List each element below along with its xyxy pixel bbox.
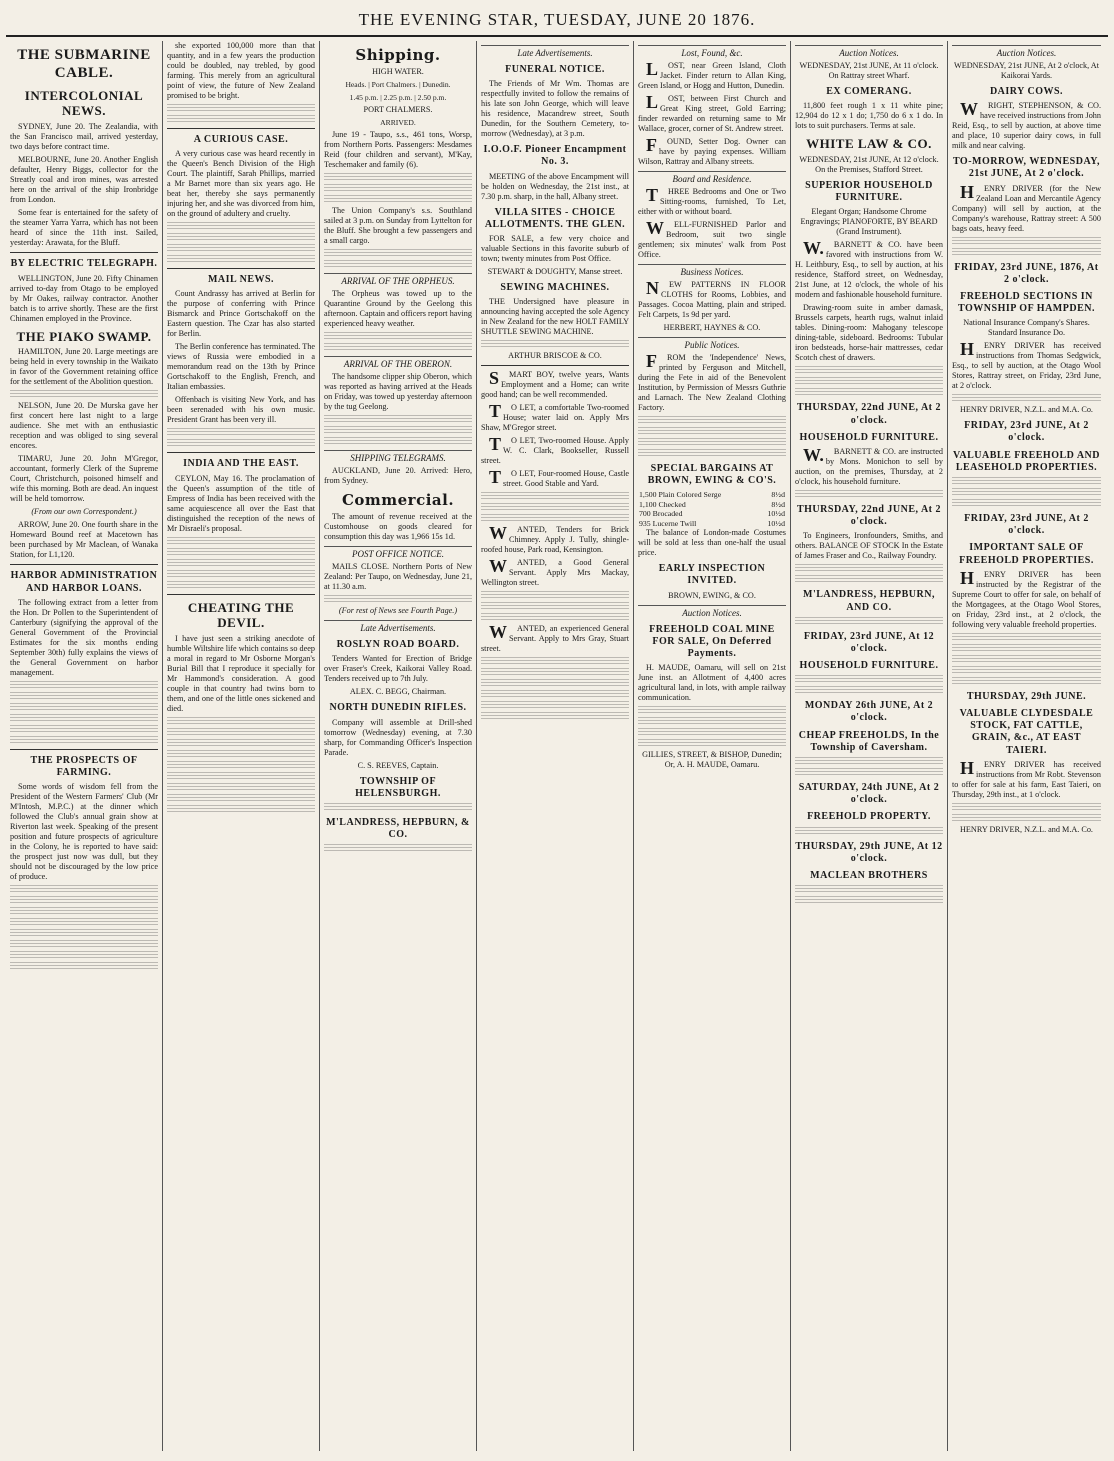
ad-heading: HOUSEHOLD FURNITURE. (799, 660, 939, 672)
divider (481, 365, 629, 366)
section-heading: Auction Notices. (795, 45, 943, 59)
ad-signature: HERBERT, HAYNES & CO. (663, 322, 761, 332)
text-block (795, 675, 943, 684)
article-paragraph: The following extract from a letter from the Hon. Dr Pollen to the Superintendent of Canterbury (signifying the approval of the General Government of the Provincial Estimates for the six months ending September 30th) fully explains the views of the General Government on harbor management. (10, 597, 158, 677)
column-2 (163, 41, 320, 1451)
text-block (638, 728, 786, 737)
ad-signature: HENRY DRIVER, N.Z.L. and M.A. Co. (960, 824, 1093, 834)
ad-heading: DAIRY COWS. (989, 85, 1064, 97)
text-block (167, 570, 315, 579)
article-paragraph: MAILS CLOSE. Northern Ports of New Zealand: Per Taupo, on Wednesday, June 21, at 11.30 a.m. (324, 562, 472, 592)
article-paragraph: MELBOURNE, June 20. Another English defaulter, Henry Biggs, collector for the Streatly coal and iron mines, was arrested here on the arrival of the ship Ironbridge from London. (10, 155, 158, 205)
auction-date: MONDAY 26th JUNE, At 2 o'clock. (804, 700, 934, 724)
ad-text: To Engineers, Ironfounders, Smiths, and others. BALANCE OF STOCK In the Estate of James Fraser and Co., Railway Foundry. (795, 531, 943, 561)
text-block (795, 377, 943, 386)
ad-text: FOR SALE, a few very choice and valuable Sections in this favorite suburb of town; twenty minutes from Post Office. (481, 233, 629, 263)
ad-signature: ALEX. C. BEGG, Chairman. (349, 687, 447, 697)
text-block (795, 490, 943, 499)
ad-heading: M'LANDRESS, HEPBURN, & CO. (326, 816, 470, 841)
ad-text: Company will assemble at Drill-shed tomorrow (Wednesday) evening, at 7.30 sharp, for Commanding Officer's Inspection Parade. (324, 717, 472, 757)
text-block (638, 416, 786, 425)
table-cell: 8½d (771, 490, 785, 500)
ad-heading: SUPERIOR HOUSEHOLD FURNITURE. (805, 180, 933, 204)
ad-text: HENRY DRIVER has received instructions from Thomas Sedgwick, Esq., to sell by auction, at the Otago Wool Stores, Rattray street, on Friday, 23rd June, at 2 o'clock. (952, 339, 1101, 391)
public-notice: FROM the 'Independence' News, printed by Ferguson and Mitchell, during the Fete in aid of the Benevolent Institution, by Permission of Messrs Guthrie and Larnach. The New Zealand Clothing Factory. (638, 350, 786, 412)
text-block (167, 750, 315, 759)
text-block (10, 703, 158, 712)
text-block (795, 896, 943, 905)
ad-text: THE Undersigned have pleasure in announcing having accepted the sole Agency in New Zealand for the new HOLT FAMILY SHUTTLE SEWING MACHINE. (481, 297, 629, 337)
auction-date: TO-MORROW, WEDNESDAY, 21st JUNE, At 2 o'clock. (952, 156, 1101, 180)
classified-ad: NEW PATTERNS IN FLOOR CLOTHS for Rooms, Lobbies, and Passages. Cocoa Matting, plain and striped. Felt Carpets, 1s 9d per yard. (638, 277, 786, 319)
text-block (167, 255, 315, 264)
article-paragraph: I have just seen a striking anecdote of humble Wiltshire life which contains so deep a moral in regard to Mr Osborne Morgan's Burial Bill that I reproduce it specially for Mr Hammond's consideration. A good couple in that country had twins born to them, and one of the little ones sickened and died. (167, 634, 315, 714)
article-paragraph: HAMILTON, June 20. Large meetings are being held in every township in the Waikato in favor of the Government retaining office for the settlement of the Abolition question. (10, 347, 158, 387)
article-paragraph: The amount of revenue received at the Customhouse on goods cleared for consumption this day was 1,966 15s 1d. (324, 512, 472, 542)
text-block (795, 575, 943, 584)
section-heading: Shipping. (355, 46, 441, 64)
section-heading: Late Advertisements. (481, 45, 629, 59)
section-heading: Lost, Found, &c. (638, 45, 786, 59)
text-block (167, 761, 315, 770)
text-block (324, 595, 472, 604)
text-block (795, 827, 943, 836)
text-block (952, 499, 1101, 508)
ad-heading: CHEAP FREEHOLDS, In the Township of Caversham. (798, 729, 940, 753)
ad-text: WRIGHT, STEPHENSON, & CO. have received instructions from John Reid, Esq., to sell by auction, at above time and place, 10 superior dairy cows, in full milk and near calving. (952, 99, 1101, 151)
divider (167, 594, 315, 595)
text-block (10, 896, 158, 905)
subheading: ARRIVAL OF THE ORPHEUS. (324, 273, 472, 287)
text-block (324, 426, 472, 435)
ad-text: 11,800 feet rough 1 x 11 white pine; 12,904 do 12 x 1 do; 1,750 do 6 x 1 do. In lots to suit purchasers. Terms at sale. (795, 101, 943, 131)
text-block (10, 918, 158, 927)
subheading: Late Advertisements. (324, 620, 472, 634)
column-1 (6, 41, 163, 1451)
correspondent-note: (From our own Correspondent.) (31, 507, 137, 517)
subheading: ARRIVED. (380, 117, 416, 127)
ad-heading: NORTH DUNEDIN RIFLES. (329, 702, 467, 714)
auction-date: THURSDAY, 29th JUNE, At 12 o'clock. (795, 840, 943, 864)
divider (167, 452, 315, 453)
text-block (167, 222, 315, 231)
auctioneer-name: M'LANDRESS, HEPBURN, AND CO. (803, 589, 935, 613)
auction-date: THURSDAY, 22nd JUNE, At 2 o'clock. (796, 402, 942, 426)
headline: HARBOR ADMINISTRATION AND HARBOR LOANS. (10, 570, 158, 594)
classified-ad: FOUND, Setter Dog. Owner can have by paying expenses. William Wilson, Rattray and Albany streets. (638, 134, 786, 166)
article-paragraph: Offenbach is visiting New York, and has been serenaded with his own music. President Grant has been very ill. (167, 395, 315, 425)
text-block (10, 885, 158, 894)
ad-signature: C. S. REEVES, Captain. (357, 760, 439, 770)
text-block (952, 644, 1101, 653)
headline: INTERCOLONIAL NEWS. (24, 87, 144, 119)
classified-ad: SMART BOY, twelve years, Wants Employment and a Home; can write good hand; can be well recommended. (481, 368, 629, 400)
ad-text: Tenders Wanted for Erection of Bridge over Fraser's Creek, Kaikorai Valley Road. Tenders received up to 7th July. (324, 654, 472, 684)
subheading: SHIPPING TELEGRAMS. (324, 450, 472, 464)
ad-heading: SEWING MACHINES. (500, 281, 610, 293)
classified-ad: WANTED, a Good General Servant. Apply Mrs Mackay, Wellington street. (481, 556, 629, 588)
text-block (167, 794, 315, 803)
tide-headers: Heads. | Port Chalmers. | Dunedin. (345, 80, 451, 90)
text-block (167, 115, 315, 124)
ad-text: W.BARNETT & CO. are instructed by Mons. Monichon to sell by auction, on the premises, Thursday, at 2 o'clock, his household furniture. (795, 444, 943, 486)
article-paragraph: she exported 100,000 more than that quantity, and in a few years the production could be doubled, nay trebled, by good farming. This merely from an agricultural point of view, the future of New Zealand promised to be bright. (167, 41, 315, 100)
text-block (481, 602, 629, 611)
text-block (481, 668, 629, 677)
column-5 (634, 41, 791, 1451)
classified-ad: WANTED, Tenders for Brick Chimney. Apply J. Tully, shingle-roofed house, Park road, Kensington. (481, 523, 629, 555)
auction-date: FRIDAY, 23rd JUNE, At 2 o'clock. (964, 420, 1089, 444)
text-block (481, 591, 629, 600)
ad-heading: ROSLYN ROAD BOARD. (336, 639, 460, 651)
auction-date: WEDNESDAY, 21st JUNE, At 12 o'clock. On the Premises, Stafford Street. (799, 155, 939, 175)
article-paragraph: The handsome clipper ship Oberon, which was reported as having arrived at the Heads on Friday, was towed up yesterday afternoon by the tug Geelong. (324, 371, 472, 411)
column-3 (320, 41, 477, 1451)
section-heading: Auction Notices. (638, 605, 786, 619)
text-block (167, 559, 315, 568)
classified-ad: LOST, between First Church and Great King street, Gold Earring; finder rewarded on returning same to Mr Wallace, grocer, corner of St. Andrew street. (638, 91, 786, 133)
text-block (324, 260, 472, 269)
ad-text: HENRY DRIVER has been instructed by the Registrar of the Supreme Court to offer for sale, on behalf of the Mortgagees, at the Otago Wool Stores, on Friday, 23rd inst., at 2 o'clock, the following very valuable freehold properties. (952, 567, 1101, 629)
article-paragraph: Count Andrassy has arrived at Berlin for the purpose of conferring with Prince Bismarck and Prince Gortschakoff on the Eastern question. The Czar has also started for Berlin. (167, 289, 315, 339)
text-block (481, 679, 629, 688)
headline: A CURIOUS CASE. (193, 134, 289, 145)
text-block (481, 503, 629, 512)
text-block (481, 514, 629, 523)
text-block (952, 248, 1101, 257)
auction-date: SATURDAY, 24th JUNE, At 2 o'clock. (798, 782, 940, 806)
classified-ad: TO LET, a comfortable Two-roomed House; water laid on. Apply Mrs Shaw, M'Gregor street. (481, 401, 629, 433)
auction-date: THURSDAY, 29th JUNE. (966, 690, 1087, 702)
text-block (638, 449, 786, 458)
headline: MAIL NEWS. (207, 274, 275, 286)
ad-signature: STEWART & DOUGHTY, Manse street. (487, 266, 623, 276)
text-block (10, 929, 158, 938)
section-heading: Auction Notices. (952, 45, 1101, 59)
text-block (10, 390, 158, 399)
table-row (638, 500, 786, 510)
text-block (795, 686, 943, 695)
text-block (167, 772, 315, 781)
text-block (167, 783, 315, 792)
text-block (167, 537, 315, 546)
article-paragraph: A very curious case was heard recently in the Queen's Bench Division of the High Court. The plaintiff, Sarah Phillips, married a Mr Barnet more than six years ago. He beat her, thereby she says permanently injuring her, and she was divorced from him, on the ground of adultery and cruelty. (167, 149, 315, 219)
table-cell: 1,500 Plain Colored Serge (639, 490, 722, 500)
ad-heading: TOWNSHIP OF HELENSBURGH. (355, 775, 441, 799)
headline: INDIA AND THE EAST. (183, 458, 299, 470)
text-block (795, 564, 943, 573)
text-block (324, 415, 472, 424)
text-block (481, 613, 629, 622)
classified-ad: LOST, near Green Island, Cloth Jacket. Finder return to Allan King, Green Island, or Hogg and Hutton, Dunedin. (638, 58, 786, 90)
auction-date: WEDNESDAY, 21st JUNE, At 11 o'clock. On Rattray street Wharf. (799, 60, 939, 80)
article-paragraph: NELSON, June 20. De Murska gave her first concert here last night to a large audience. She met with an enthusiastic reception and was obliged to sing several encores. (10, 401, 158, 451)
table-cell: 10½d (767, 518, 785, 528)
text-block (324, 184, 472, 193)
text-block (638, 427, 786, 436)
text-block (952, 655, 1101, 664)
text-block (795, 366, 943, 375)
text-block (795, 388, 943, 397)
table-cell: 8½d (771, 499, 785, 509)
text-block (167, 548, 315, 557)
text-block (167, 805, 315, 814)
ad-signature: BROWN, EWING, & CO. (668, 590, 756, 600)
table-row (638, 490, 786, 500)
auction-date: THURSDAY, 22nd JUNE, At 2 o'clock. (796, 503, 942, 528)
section-heading: Board and Residence. (638, 171, 786, 185)
ad-heading: FREEHOLD PROPERTY. (807, 811, 931, 823)
text-block (952, 814, 1101, 823)
article-paragraph: SYDNEY, June 20. The Zealandia, with the San Francisco mail, arrived yesterday, two days before contract time. (10, 122, 158, 152)
divider (10, 564, 158, 565)
article-paragraph: WELLINGTON, June 20. Fifty Chinamen arrived to-day from Otago to be employed by Mr Oakes, railway contractor. Another batch is to arrive shortly. These are the first Chinamen employed in the Province. (10, 273, 158, 323)
price-table (638, 490, 786, 528)
text-block (167, 717, 315, 726)
text-block (10, 692, 158, 701)
classified-ad: WANTED, an experienced General Servant. Apply to Mrs Gray, Stuart street. (481, 622, 629, 654)
text-block (481, 340, 629, 349)
ad-text: Drawing-room suite in amber damask, Brussels carpets, hearth rugs, walnut inlaid tables. Dining-room: Mahogany telescope dining-table, sideboard. Bedrooms: Tubular iron bedsteads, horse-hair mattresses, cedar Scotch chest of drawers. (795, 303, 943, 363)
text-block (638, 717, 786, 726)
text-block (10, 681, 158, 690)
divider (10, 252, 158, 253)
article-paragraph: TIMARU, June 20. John M'Gregor, accountant, formerly Clerk of the Supreme Court, Christchurch, poisoned himself and wife this morning. Both are dead. An inquest will be held tomorrow. (10, 454, 158, 504)
article-paragraph: AUCKLAND, June 20. Arrived: Hero, from Sydney. (324, 465, 472, 485)
divider (167, 128, 315, 129)
headline: THE PIAKO SWAMP. (16, 328, 152, 344)
ad-text: The Friends of Mr Wm. Thomas are respectfully invited to follow the remains of his late son John George, which will leave his residence, Macandrew street, South Dunedin, for the Southern Cemetery, to-morrow (Wednesday), at 3 p.m. (481, 79, 629, 139)
text-block (952, 394, 1101, 403)
text-block (795, 885, 943, 894)
article-paragraph: The Orpheus was towed up to the Quarantine Ground by the Geelong this afternoon. Captain and officers report having experienced heavy weather. (324, 289, 472, 329)
ad-heading: SPECIAL BARGAINS AT BROWN, EWING & CO'S. (647, 462, 777, 487)
table-row (638, 509, 786, 519)
section-heading: Commercial. (341, 490, 455, 509)
text-block (638, 739, 786, 748)
auction-date: WEDNESDAY, 21st JUNE, At 2 o'clock, At Kaikorai Yards. (954, 60, 1099, 80)
text-block (167, 581, 315, 590)
auction-date: FRIDAY, 23rd JUNE, 1876, At 2 o'clock. (954, 261, 1099, 285)
article-paragraph: June 19 - Taupo, s.s., 461 tons, Worsp, from Northern Ports. Passengers: Mesdames Reid (four children and servant), M'Kay, Teschemaker and family (6). (324, 130, 472, 170)
text-block (324, 249, 472, 258)
table-cell: 10½d (767, 509, 785, 519)
text-block (638, 706, 786, 715)
text-block (952, 488, 1101, 497)
table-cell: 700 Brocaded (639, 509, 683, 519)
section-heading: Public Notices. (638, 337, 786, 351)
ad-text: HENRY DRIVER (for the New Zealand Loan and Mercantile Agency Company) will sell by auction, at the Company's warehouse, Rattray street: A 500 bags oats, heavy feed. (952, 181, 1101, 233)
headline: BY ELECTRIC TELEGRAPH. (10, 258, 158, 270)
ad-text: National Insurance Company's Shares. Standard Insurance Do. (963, 318, 1090, 338)
auction-date: FRIDAY, 23rd JUNE, At 12 o'clock. (803, 630, 935, 654)
tide-values: 1.45 p.m. | 2.25 p.m. | 2.50 p.m. (349, 92, 447, 102)
text-block (952, 477, 1101, 486)
ad-text: HENRY DRIVER has received instructions from Mr Robt. Stevenson to offer for sale at his farm, East Taieri, on Thursday, 29th inst., at 1 o'clock. (952, 757, 1101, 799)
ad-signature: HENRY DRIVER, N.Z.L. and M.A. Co. (960, 405, 1093, 415)
ad-heading: FUNERAL NOTICE. (505, 63, 605, 75)
text-block (324, 803, 472, 812)
classified-ad: TO LET, Four-roomed House, Castle street. Good Stable and Yard. (489, 467, 629, 489)
auctioneer-name: MACLEAN BROTHERS (810, 869, 928, 881)
ad-heading: IMPORTANT SALE OF FREEHOLD PROPERTIES. (959, 542, 1094, 566)
headline: CHEATING THE DEVIL. (187, 599, 295, 631)
divider (167, 268, 315, 269)
ad-text: Elegant Organ; Handsome Chrome Engravings; PIANOFORTE, BY BEARD (Grand Instrument). (800, 207, 938, 237)
article-paragraph: Some fear is entertained for the safety of the steamer Yarra Yarra, which has not been heard of since the 11th inst. Sailed, yesterday: Arawata, for the Bluff. (10, 208, 158, 248)
article-paragraph: ARROW, June 20. One fourth share in the Homeward Bound reef at Macetown has been purchased by Mr Maclean, of Wanaka Station, for L1,120. (10, 520, 158, 560)
column-7 (948, 41, 1105, 1451)
text-block (167, 104, 315, 113)
text-block (638, 438, 786, 447)
subheading: POST OFFICE NOTICE. (324, 546, 472, 560)
text-block (10, 714, 158, 723)
text-block (167, 428, 315, 437)
column-4 (477, 41, 634, 1451)
headline: THE SUBMARINE CABLE. (17, 47, 151, 82)
text-block (481, 690, 629, 699)
text-block (481, 492, 629, 501)
ad-text: MEETING of the above Encampment will be holden on Wednesday, the 21st inst., at 7.30 p.m. sharp, in the hall, Albany street. (481, 171, 629, 201)
auction-date: FRIDAY, 23rd JUNE, At 2 o'clock. (964, 513, 1089, 537)
ad-heading: VALUABLE CLYDESDALE STOCK, FAT CATTLE, GRAIN, &c., AT EAST TAIERI. (959, 707, 1094, 756)
ad-heading: VALUABLE FREEHOLD AND LEASEHOLD PROPERTIES. (952, 449, 1100, 473)
text-block (952, 633, 1101, 642)
text-block (952, 666, 1101, 675)
text-block (952, 677, 1101, 686)
subheading: ARRIVAL OF THE OBERON. (324, 356, 472, 370)
text-block (10, 736, 158, 745)
headline: THE PROSPECTS OF FARMING. (30, 754, 138, 778)
ad-signature: ARTHUR BRISCOE & CO. (508, 351, 602, 361)
text-block (324, 195, 472, 204)
text-block (324, 844, 472, 853)
subheading: PORT CHALMERS. (363, 104, 433, 114)
section-heading: Business Notices. (638, 264, 786, 278)
text-block (10, 951, 158, 960)
text-block (167, 728, 315, 737)
ad-signature: GILLIES, STREET, & BISHOP, Dunedin; Or, A. H. MAUDE, Oamaru. (642, 750, 782, 770)
text-block (324, 332, 472, 341)
ad-text: The balance of London-made Costumes will be sold at less than one-half the usual price. (638, 528, 786, 558)
text-block (10, 940, 158, 949)
text-block (795, 757, 943, 766)
ad-heading: FREEHOLD SECTIONS IN TOWNSHIP OF HAMPDEN. (958, 290, 1095, 315)
text-block (481, 657, 629, 666)
text-block (324, 437, 472, 446)
article-paragraph: The Berlin conference has terminated. The views of Russia were embodied in a memorandum read on the 13th by Prince Gortschakoff to the English, French, and Italian embassies. (167, 342, 315, 392)
article-paragraph: Some words of wisdom fell from the President of the Western Farmers' Club (Mr M'Intosh, M.P.C.) at the dinner which followed the Club's annual grain show at Riverton last week. Speaking of the present position and future prospects of agriculture in the Colony, he is reported to have said: the prospect just now was dull, but they should not be discouraged by the low price of produce. (10, 782, 158, 882)
table-cell: 935 Lucerne Twill (639, 518, 697, 528)
text-block (795, 768, 943, 777)
ad-text: W.BARNETT & CO. have been favored with instructions from W. H. Leithbury, Esq., to sell by auction, at his residence, Stafford street, on Wednesday, 21st June, at 12 o'clock, the whole of his modern and fashionable household furniture. (795, 238, 943, 300)
classified-ad: WELL-FURNISHED Parlor and Bedroom, suit two single gentlemen; six minutes' walk from Post Office. (638, 217, 786, 259)
ad-heading: I.O.O.F. Pioneer Encampment No. 3. (483, 144, 627, 168)
ad-heading: EARLY INSPECTION INVITED. (658, 563, 766, 587)
ad-text: H. MAUDE, Oamaru, will sell on 21st June inst. an Allotment of 4,400 acres agricultural land, in lots, with ample railway communication. (638, 663, 786, 703)
column-6 (791, 41, 948, 1451)
text-block (167, 244, 315, 253)
auctioneer-name: WHITE LAW & CO. (806, 136, 932, 152)
text-block (324, 343, 472, 352)
article-paragraph: The Union Company's s.s. Southland sailed at 3 p.m. on Sunday from Lyttelton for the Bluff. She brought a few passengers and a small cargo. (324, 206, 472, 246)
text-block (952, 803, 1101, 812)
text-block (10, 725, 158, 734)
text-block (10, 907, 158, 916)
columns (6, 41, 1108, 1451)
tide-title: HIGH WATER. (372, 67, 424, 77)
text-block (481, 701, 629, 710)
text-block (324, 173, 472, 182)
text-block (795, 617, 943, 626)
classified-ad: TO LET, Two-roomed House. Apply W. C. Clark, Bookseller, Russell street. (481, 434, 629, 466)
table-cell: 1,100 Checked (639, 499, 686, 509)
ad-heading: FREEHOLD COAL MINE FOR SALE, On Deferred Payments. (649, 623, 775, 659)
article-paragraph: CEYLON, May 16. The proclamation of the Queen's assumption of the title of Empress of India has been received with the same acquiescence all over the East that distinguished the reception of the news of Mr Disraeli's proposal. (167, 473, 315, 533)
table-row (638, 519, 786, 529)
ad-heading: HOUSEHOLD FURNITURE. (799, 431, 939, 443)
text-block (167, 439, 315, 448)
divider (10, 749, 158, 750)
classified-ad: THREE Bedrooms and One or Two Sitting-rooms, furnished, To Let, either with or without board. (638, 184, 786, 216)
text-block (10, 962, 158, 971)
text-block (167, 739, 315, 748)
ad-heading: EX COMERANG. (826, 85, 912, 97)
text-block (481, 712, 629, 721)
text-block (167, 233, 315, 242)
ad-heading: VILLA SITES - CHOICE ALLOTMENTS. THE GLEN. (484, 206, 626, 230)
masthead: THE EVENING STAR, TUESDAY, JUNE 20 1876. (6, 6, 1108, 37)
note: (For rest of News see Fourth Page.) (338, 606, 458, 616)
text-block (952, 237, 1101, 246)
